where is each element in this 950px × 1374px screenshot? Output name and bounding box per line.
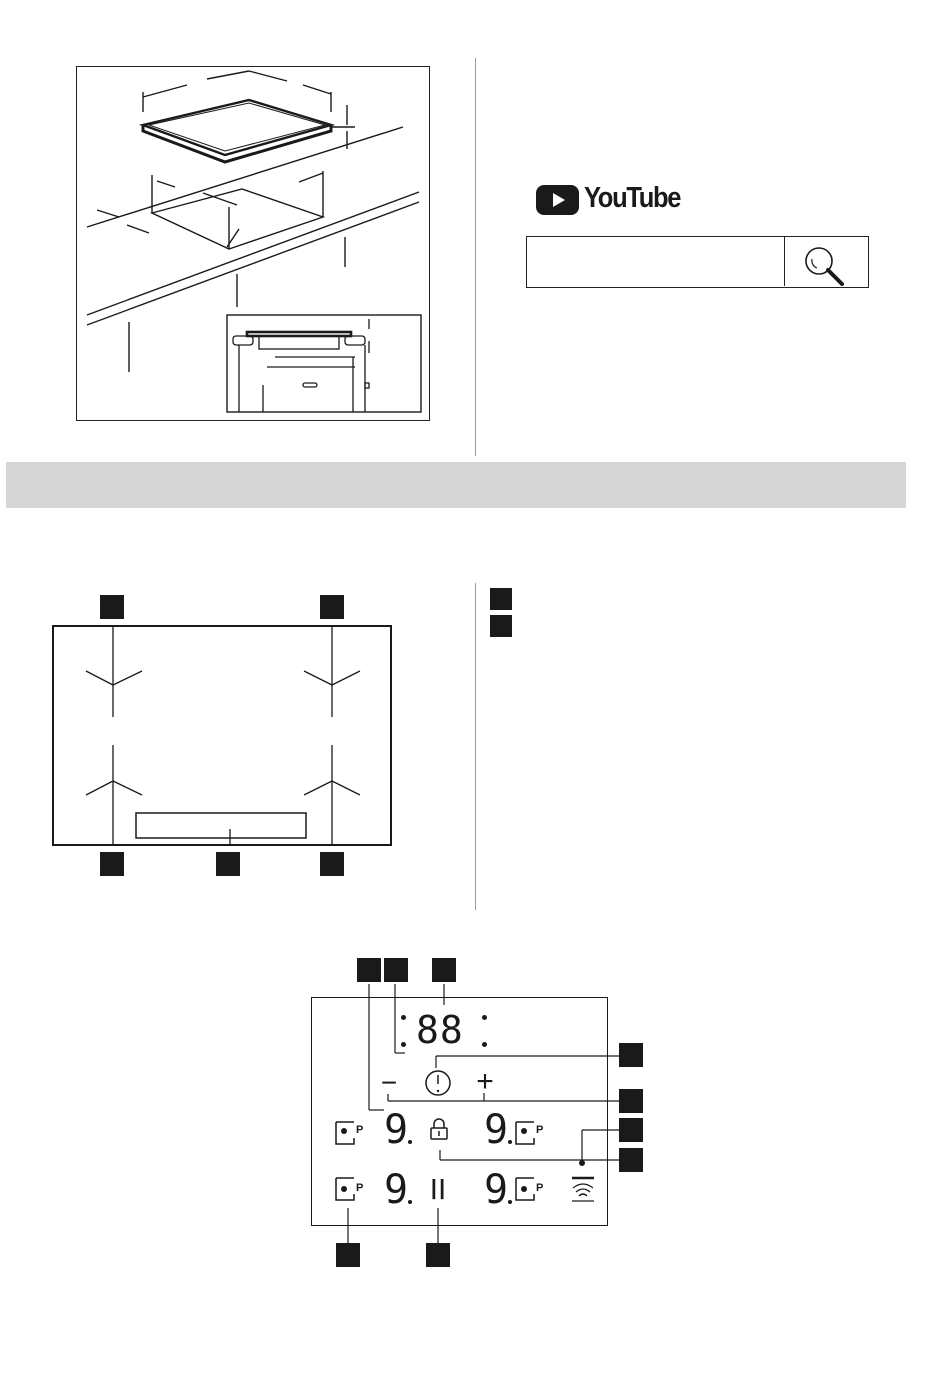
lock-icon xyxy=(429,1117,449,1141)
callout-lock-button xyxy=(619,1148,643,1172)
callout-zone-button xyxy=(336,1243,360,1267)
zone-button-bottom-left[interactable] xyxy=(334,1176,364,1202)
hood-indicator-dot xyxy=(579,1160,585,1166)
timer-zone-dot-lower xyxy=(401,1042,406,1047)
callout-timer-indicator xyxy=(384,958,408,982)
youtube-wordmark: YouTube xyxy=(584,182,681,214)
power-boost-label: P xyxy=(536,1124,544,1136)
column-divider-middle xyxy=(475,583,476,910)
callout-control-panel xyxy=(216,852,240,876)
installation-illustration xyxy=(77,67,428,419)
play-icon xyxy=(536,185,579,215)
zone-display-bottom-right: 9 xyxy=(484,1167,509,1213)
legend-marker-1 xyxy=(490,588,512,610)
zone-button-top-right[interactable] xyxy=(514,1120,544,1146)
power-boost-label: P xyxy=(356,1124,364,1136)
callout-zone-bottom-right xyxy=(320,852,344,876)
timer-colon-dot-lower xyxy=(482,1042,487,1047)
plus-button[interactable]: + xyxy=(476,1065,494,1098)
minus-button[interactable]: − xyxy=(380,1067,398,1098)
timer-display: 88 xyxy=(416,1008,464,1052)
installation-drawing xyxy=(76,66,430,421)
pause-button[interactable]: II xyxy=(429,1173,447,1206)
zone-button-top-left[interactable] xyxy=(334,1120,364,1146)
zone-display-top-right: 9 xyxy=(484,1107,509,1153)
cooking-zones-diagram xyxy=(54,627,390,844)
callout-timer-display xyxy=(432,958,456,982)
hob-surface-outline xyxy=(52,625,392,846)
lock-button[interactable] xyxy=(429,1117,449,1141)
zone-display-bottom-left: 9 xyxy=(384,1167,409,1213)
zone-display-dot xyxy=(408,1140,412,1144)
hob-to-hood-icon xyxy=(570,1174,596,1204)
callout-pause-button xyxy=(426,1243,450,1267)
callout-hood-indicator xyxy=(619,1118,643,1142)
callout-minus-plus xyxy=(619,1089,643,1113)
legend-marker-2 xyxy=(490,615,512,637)
section-header-bar xyxy=(6,462,906,508)
timer-colon-dot-upper xyxy=(482,1015,487,1020)
callout-zone-top-right xyxy=(320,595,344,619)
timer-button[interactable] xyxy=(424,1069,452,1097)
search-button[interactable] xyxy=(785,237,867,286)
zone-display-dot xyxy=(508,1140,512,1144)
column-divider-top xyxy=(475,58,476,456)
video-search-box xyxy=(526,236,869,288)
zone-button-bottom-right[interactable] xyxy=(514,1176,544,1202)
magnifier-icon xyxy=(785,237,867,286)
callout-zone-top-left xyxy=(100,595,124,619)
zone-display-dot xyxy=(408,1200,412,1204)
hood-button[interactable] xyxy=(570,1174,596,1204)
youtube-logo xyxy=(536,182,681,219)
zone-display-dot xyxy=(508,1200,512,1204)
video-search-input[interactable] xyxy=(527,237,785,286)
callout-timer-button xyxy=(619,1043,643,1067)
clock-icon xyxy=(424,1069,452,1097)
callout-zone-indicator xyxy=(357,958,381,982)
timer-zone-dot-upper xyxy=(401,1015,406,1020)
power-boost-label: P xyxy=(356,1182,364,1194)
zone-display-top-left: 9 xyxy=(384,1107,409,1153)
power-boost-label: P xyxy=(536,1182,544,1194)
callout-zone-bottom-left xyxy=(100,852,124,876)
